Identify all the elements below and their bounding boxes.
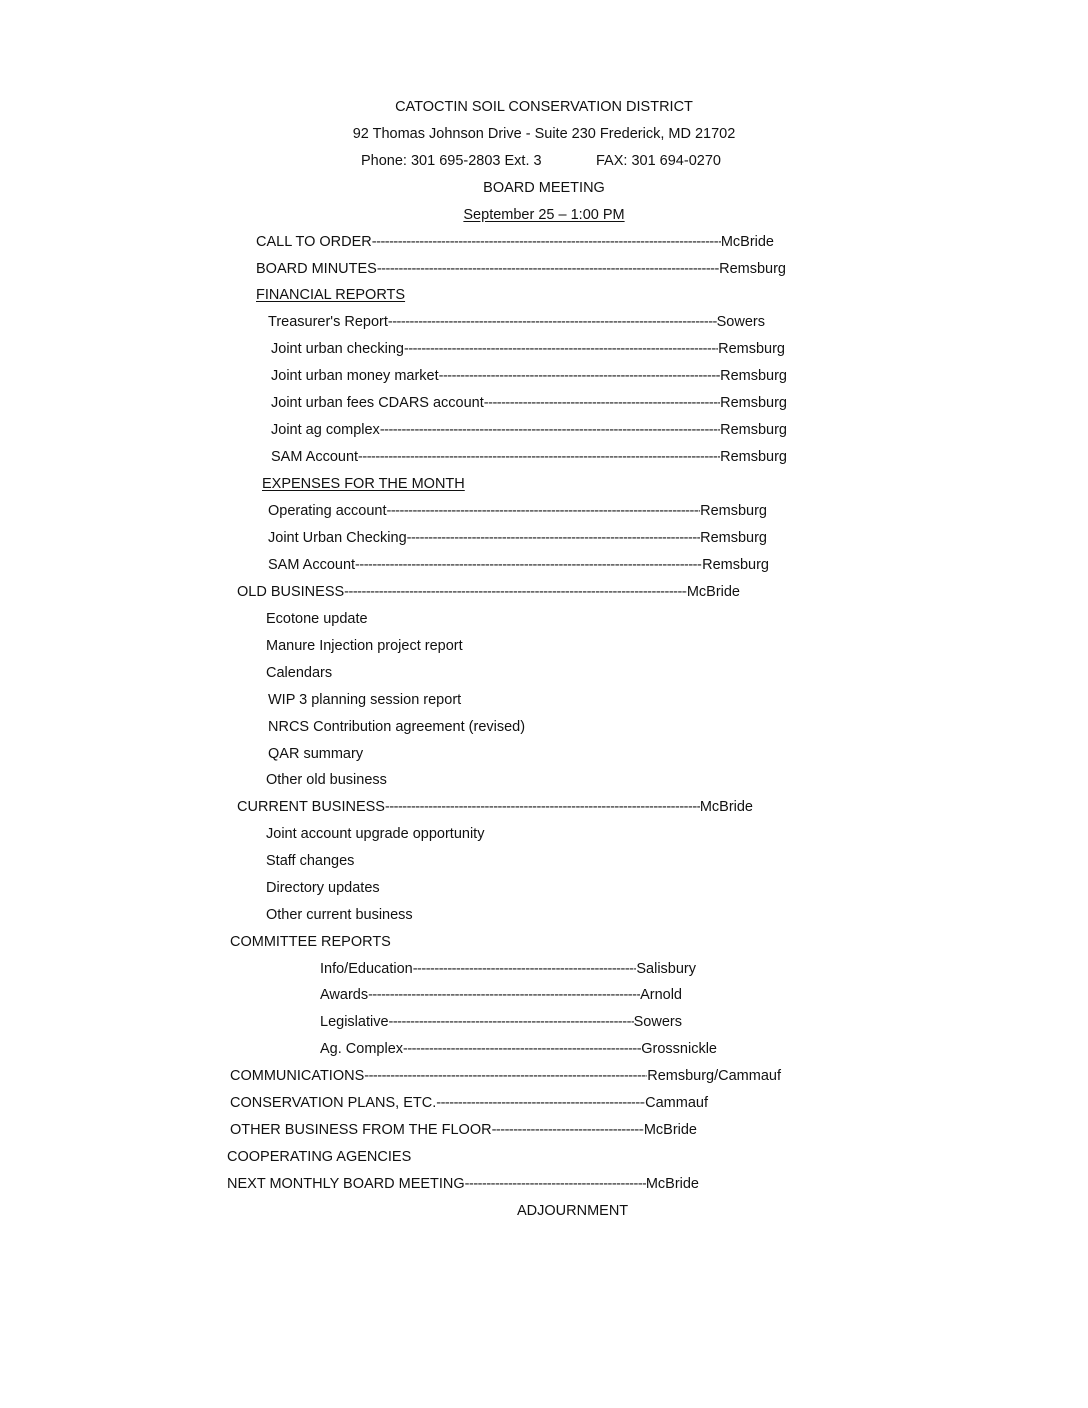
committee-item <box>320 986 682 1004</box>
item-presenter: Grossnickle <box>641 1041 717 1057</box>
item-presenter: Remsburg <box>702 557 769 573</box>
item-label: Joint urban fees CDARS account <box>271 395 484 411</box>
item-label: OTHER BUSINESS FROM THE FLOOR <box>230 1122 492 1138</box>
current-business-item: Staff changes <box>266 853 355 869</box>
dot-leader <box>403 1040 641 1058</box>
org-name: CATOCTIN SOIL CONSERVATION DISTRICT <box>395 99 693 115</box>
dot-leader <box>404 340 718 358</box>
item-label: SAM Account <box>271 449 359 465</box>
agenda-current-business <box>237 798 753 816</box>
item-presenter: Sowers <box>633 1014 682 1030</box>
dot-leader <box>368 986 640 1004</box>
item-presenter: McBride <box>686 584 740 600</box>
item-label: Joint ag complex <box>271 422 380 438</box>
meeting-date: September 25 – 1:00 PM <box>463 207 625 223</box>
item-presenter: McBride <box>699 799 753 815</box>
dot-leader <box>372 233 721 251</box>
old-business-item: NRCS Contribution agreement (revised) <box>268 719 526 735</box>
agenda-cooperating-agencies: COOPERATING AGENCIES <box>227 1149 412 1165</box>
dot-leader <box>364 1067 647 1085</box>
item-label: CONSERVATION PLANS, ETC. <box>230 1095 437 1111</box>
item-presenter: Remsburg <box>700 530 767 546</box>
item-label: Joint Urban Checking <box>268 530 407 546</box>
financial-item <box>271 421 787 439</box>
expense-item <box>268 529 767 547</box>
item-presenter: Remsburg/Cammauf <box>647 1068 781 1084</box>
dot-leader <box>436 1094 645 1112</box>
item-label: Operating account <box>268 503 387 519</box>
current-business-item: Other current business <box>266 907 413 923</box>
item-presenter: Remsburg <box>719 261 786 277</box>
expense-item <box>268 556 769 574</box>
item-presenter: Sowers <box>716 314 765 330</box>
item-label: CALL TO ORDER <box>256 234 372 250</box>
old-business-item: Manure Injection project report <box>266 638 463 654</box>
agenda-next-meeting <box>227 1175 699 1193</box>
item-label: Joint urban checking <box>271 341 404 357</box>
financial-item <box>271 367 787 385</box>
item-presenter: Salisbury <box>636 961 696 977</box>
old-business-item: WIP 3 planning session report <box>268 692 462 708</box>
dot-leader <box>439 367 720 385</box>
item-label: Ag. Complex <box>320 1041 404 1057</box>
old-business-item: QAR summary <box>268 746 364 762</box>
committee-reports-heading: COMMITTEE REPORTS <box>230 934 391 950</box>
item-label: Info/Education <box>320 961 413 977</box>
dot-leader <box>377 260 719 278</box>
item-label: COMMUNICATIONS <box>230 1068 365 1084</box>
current-business-item: Directory updates <box>266 880 380 896</box>
item-presenter: Remsburg <box>720 449 787 465</box>
fax-number: FAX: 301 694-0270 <box>596 153 721 169</box>
financial-item <box>271 340 785 358</box>
item-presenter: Remsburg <box>718 341 785 357</box>
financial-item <box>268 313 765 331</box>
dot-leader <box>407 529 700 547</box>
meeting-title: BOARD MEETING <box>483 180 605 196</box>
item-label: CURRENT BUSINESS <box>237 799 385 815</box>
dot-leader <box>380 421 720 439</box>
old-business-item: Calendars <box>266 665 333 681</box>
item-label: Awards <box>320 987 369 1003</box>
dot-leader <box>385 798 700 816</box>
item-presenter: Remsburg <box>720 395 787 411</box>
item-presenter: Arnold <box>640 987 682 1003</box>
dot-leader <box>465 1175 646 1193</box>
agenda-communications <box>230 1067 781 1085</box>
financial-reports-heading: FINANCIAL REPORTS <box>256 287 406 303</box>
old-business-item: Ecotone update <box>266 611 368 627</box>
item-label: Joint urban money market <box>271 368 439 384</box>
dot-leader <box>355 556 702 574</box>
item-label: BOARD MINUTES <box>256 261 377 277</box>
expenses-heading: EXPENSES FOR THE MONTH <box>262 476 465 492</box>
financial-item <box>271 448 787 466</box>
current-business-item: Joint account upgrade opportunity <box>266 826 485 842</box>
item-label: Treasurer's Report <box>268 314 388 330</box>
item-presenter: McBride <box>720 234 774 250</box>
phone-number: Phone: 301 695-2803 Ext. 3 <box>361 153 542 169</box>
item-label: Legislative <box>320 1014 389 1030</box>
agenda-adjournment: ADJOURNMENT <box>517 1203 629 1219</box>
dot-leader <box>387 502 701 520</box>
dot-leader <box>413 960 637 978</box>
dot-leader <box>492 1121 644 1139</box>
item-presenter: Remsburg <box>700 503 767 519</box>
committee-item <box>320 1013 682 1031</box>
agenda-other-business <box>230 1121 697 1139</box>
item-presenter: McBride <box>643 1122 697 1138</box>
agenda-call-to-order <box>256 233 774 251</box>
dot-leader <box>388 313 717 331</box>
item-presenter: Remsburg <box>720 422 787 438</box>
financial-item <box>271 394 787 412</box>
item-label: OLD BUSINESS <box>237 584 345 600</box>
dot-leader <box>344 583 687 601</box>
dot-leader <box>358 448 720 466</box>
committee-item <box>320 1040 717 1058</box>
item-label: SAM Account <box>268 557 356 573</box>
agenda-old-business <box>237 583 740 601</box>
dot-leader <box>484 394 720 412</box>
expense-item <box>268 502 767 520</box>
org-address: 92 Thomas Johnson Drive - Suite 230 Frederick, MD 21702 <box>352 126 736 142</box>
item-presenter: Remsburg <box>720 368 787 384</box>
agenda-conservation-plans <box>230 1094 708 1112</box>
old-business-item: Other old business <box>266 772 387 788</box>
item-presenter: Cammauf <box>645 1095 708 1111</box>
item-label: NEXT MONTHLY BOARD MEETING <box>227 1176 465 1192</box>
agenda-board-minutes <box>256 260 786 278</box>
dot-leader <box>389 1013 634 1031</box>
committee-item <box>320 960 696 978</box>
item-presenter: McBride <box>645 1176 699 1192</box>
